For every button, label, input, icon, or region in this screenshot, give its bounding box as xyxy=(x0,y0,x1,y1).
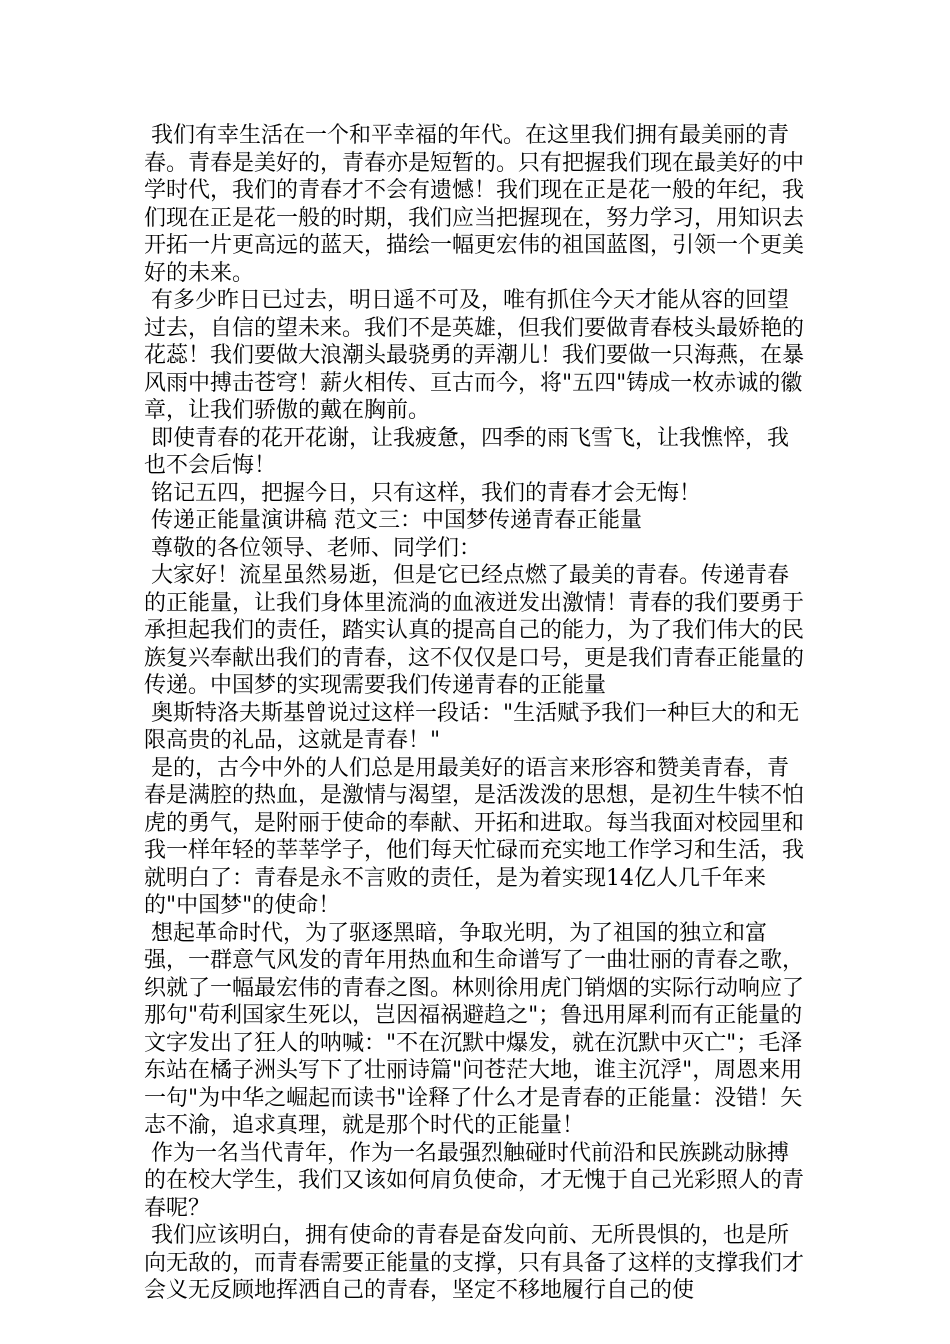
paragraph-youth-responsibility: 是的，古今中外的人们总是用最美好的语言来形容和赞美青春，青春是满腔的热血，是激情与渴望，是活泼泼的思想，是初生牛犊不怕虎的勇气，是附丽于使命的奉献、开拓和进取。每当我面对校园里和我一样年轻的莘莘学子，他们每天忙碌而充实地工作学习和生活，我就明白了：青春是永不言败的责任，是为着实现14亿人几千年来的"中国梦"的使命！ xyxy=(144,755,805,918)
paragraph-revolution-era: 想起革命时代，为了驱逐黑暗，争取光明，为了祖国的独立和富强，一群意气风发的青年用热血和生命谱写了一曲壮丽的青春之歌，织就了一幅最宏伟的青春之图。林则徐用虎门销烟的实际行动响应了那句"苟利国家生死以，岂因福祸避趋之"；鲁迅用犀利而有正能量的文字发出了狂人的呐喊："不在沉默中爆发，就在沉默中灭亡"；毛泽东站在橘子洲头写下了壮丽诗篇"问苍茫大地，谁主沉浮"，周恩来用一句"为中华之崛起而读书"诠释了什么才是青春的正能量：没错！矢志不渝，追求真理，就是那个时代的正能量！ xyxy=(144,920,805,1138)
paragraph-youth-intro: 我们有幸生活在一个和平幸福的年代。在这里我们拥有最美丽的青春。青春是美好的，青春亦是短暂的。只有把握我们现在最美好的中学时代，我们的青春才不会有遗憾！我们现在正是花一般的年纪，我们现在正是花一般的时期，我们应当把握现在，努力学习，用知识去开拓一片更高远的蓝天，描绘一幅更宏伟的祖国蓝图，引领一个更美好的未来。 xyxy=(144,123,805,286)
paragraph-contemporary-youth: 作为一名当代青年，作为一名最强烈触碰时代前沿和民族跳动脉搏的在校大学生，我们又该如何肩负使命，才无愧于自己光彩照人的青春呢？ xyxy=(144,1140,805,1221)
paragraph-greeting: 大家好！流星虽然易逝，但是它已经点燃了最美的青春。传递青春的正能量，让我们身体里流淌的血液迸发出激情！青春的我们要勇于承担起我们的责任，踏实认真的提高自己的能力，为了我们伟大的民族复兴奉献出我们的青春，这不仅仅是口号，更是我们青春正能量的传递。中国梦的实现需要我们传递青春的正能量 xyxy=(144,563,805,698)
paragraph-no-regret: 即使青春的花开花谢，让我疲惫，四季的雨飞雪飞，让我憔悴，我也不会后悔！ xyxy=(144,425,790,478)
paragraph-seize-today: 有多少昨日已过去，明日遥不可及，唯有抓住今天才能从容的回望过去，自信的望未来。我们不是英雄，但我们要做青春枝头最娇艳的花蕊！我们要做大浪潮头最骁勇的弄潮儿！我们要做一只海燕，在暴风雨中搏击苍穹！薪火相传、亘古而今，将"五四"铸成一枚赤诚的徽章，让我们骄傲的戴在胸前。 xyxy=(144,288,805,423)
paragraph-mission-support: 我们应该明白，拥有使命的青春是奋发向前、无所畏惧的，也是所向无敌的，而青春需要正能量的支撑，只有具备了这样的支撑我们才会义无反顾地挥洒自己的青春，坚定不移地履行自己的使 xyxy=(144,1223,805,1303)
document-page xyxy=(144,122,806,1305)
section-heading-sample-three: 传递正能量演讲稿 范文三：中国梦传递青春正能量 xyxy=(144,508,642,533)
salutation: 尊敬的各位领导、老师、同学们： xyxy=(144,535,482,561)
paragraph-quote-ostrovsky: 奥斯特洛夫斯基曾说过这样一段话："生活赋予我们一种巨大的和无限高贵的礼品，这就是青春！" xyxy=(144,700,800,753)
paragraph-remember-may-fourth: 铭记五四，把握今日，只有这样，我们的青春才会无悔！ xyxy=(144,480,702,506)
